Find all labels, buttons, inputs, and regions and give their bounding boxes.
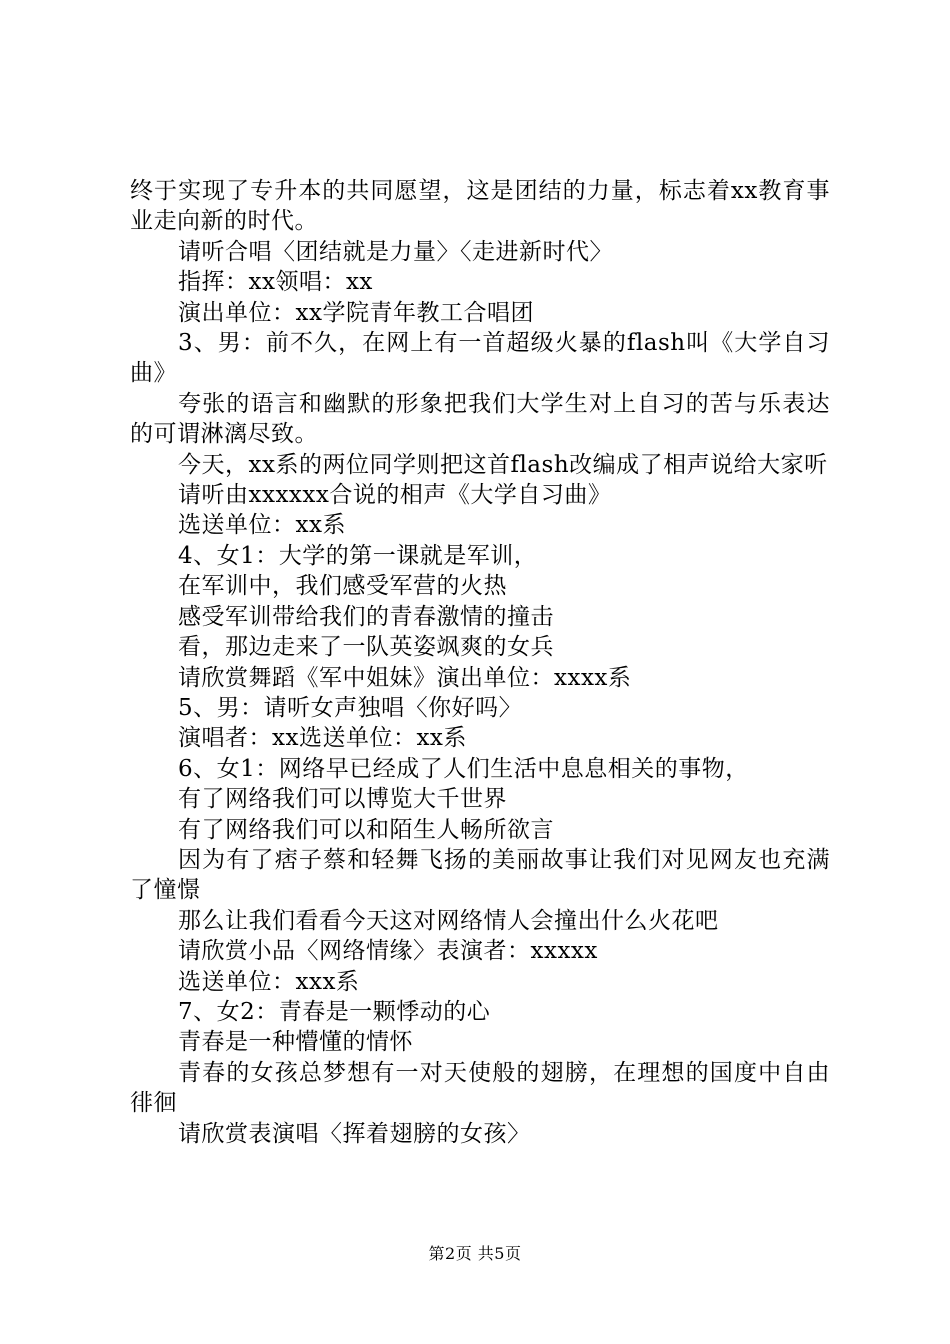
paragraph: 7、女2：青春是一颗悸动的心 [178,998,491,1025]
paragraph: 请听由xxxxxx合说的相声《大学自习曲》 [178,482,612,509]
paragraph: 演唱者：xx选送单位：xx系 [178,725,467,752]
paragraph: 演出单位：xx学院青年教工合唱团 [178,299,534,326]
paragraph-continuation: 终于实现了专升本的共同愿望，这是团结的力量，标志着xx教育事业走向新的时代。 [130,178,830,235]
paragraph: 3、男：前不久，在网上有一首超级火暴的flash叫《大学自习曲》 [130,330,830,387]
paragraph: 夸张的语言和幽默的形象把我们大学生对上自习的苦与乐表达的可谓淋漓尽致。 [130,390,830,448]
page-number-footer: 第2页 共5页 [428,1244,522,1263]
paragraph: 今天，xx系的两位同学则把这首flash改编成了相声说给大家听 [178,451,828,478]
paragraph: 请欣赏舞蹈《军中姐妹》演出单位：xxxx系 [178,664,632,691]
paragraph: 在军训中，我们感受军营的火热 [178,573,507,600]
paragraph: 青春是一种懵懂的情怀 [178,1029,413,1056]
paragraph: 5、男：请听女声独唱〈你好吗〉 [178,694,523,721]
paragraph: 那么让我们看看今天这对网络情人会撞出什么火花吧 [178,907,719,934]
paragraph: 4、女1：大学的第一课就是军训， [178,542,538,569]
paragraph: 选送单位：xx系 [178,512,346,539]
paragraph: 感受军训带给我们的青春激情的撞击 [178,603,554,630]
paragraph: 请欣赏小品〈网络情缘〉表演者：xxxxx [178,938,598,965]
paragraph: 请听合唱〈团结就是力量〉〈走进新时代〉 [178,238,613,265]
document-body [130,176,830,1149]
paragraph: 有了网络我们可以和陌生人畅所欲言 [178,816,554,843]
paragraph: 6、女1：网络早已经成了人们生活中息息相关的事物， [178,755,749,782]
paragraph: 指挥：xx领唱：xx [178,269,373,296]
paragraph: 因为有了痞子蔡和轻舞飞扬的美丽故事让我们对见网友也充满了憧憬 [130,846,830,904]
paragraph: 有了网络我们可以博览大千世界 [178,786,507,813]
paragraph: 看，那边走来了一队英姿飒爽的女兵 [178,634,554,661]
paragraph: 选送单位：xxx系 [178,968,360,995]
paragraph: 请欣赏表演唱〈挥着翅膀的女孩〉 [178,1120,531,1147]
paragraph: 青春的女孩总梦想有一对天使般的翅膀，在理想的国度中自由徘徊 [130,1059,830,1117]
